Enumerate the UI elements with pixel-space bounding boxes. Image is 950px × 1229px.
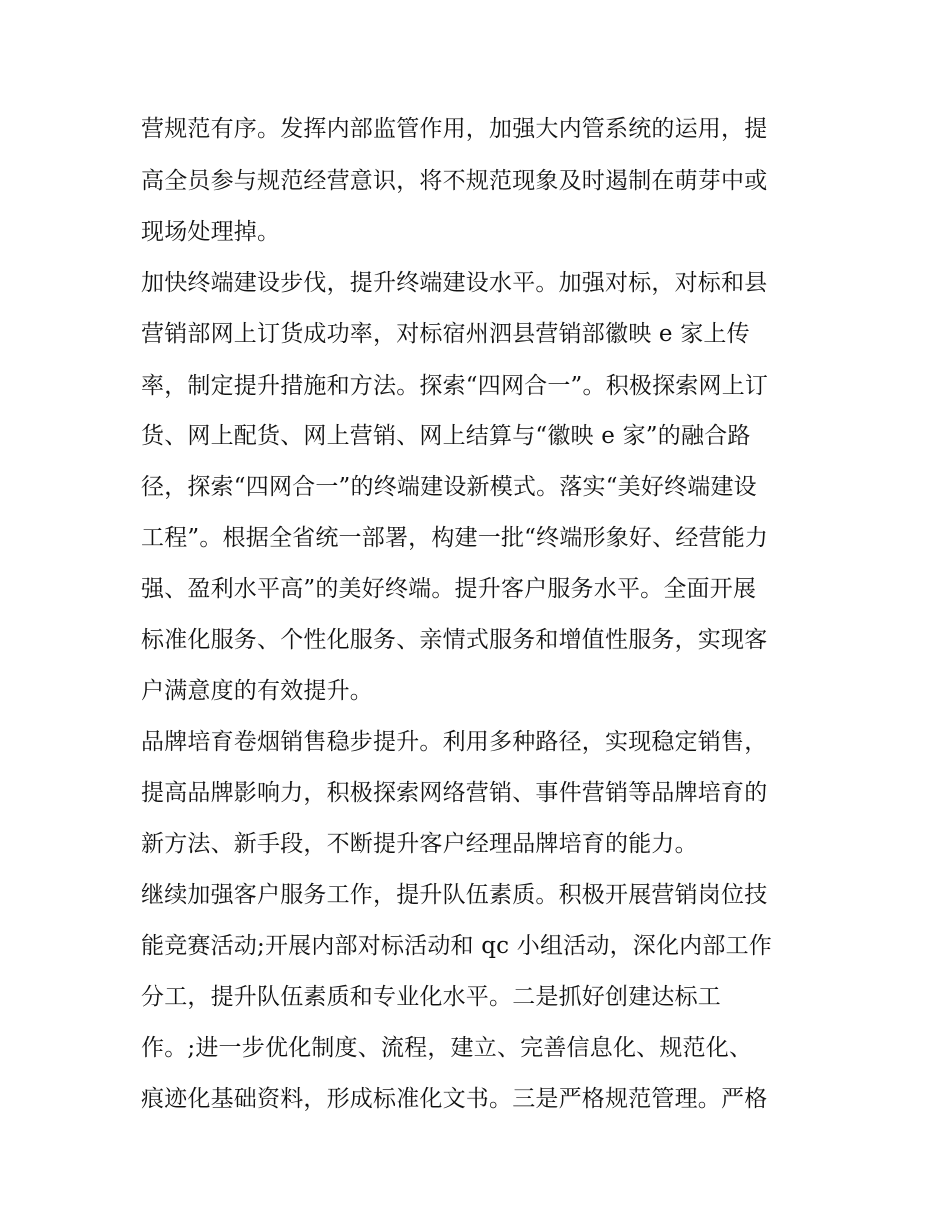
text-line: 新方法、新手段，不断提升客户经理品牌培育的能力。 bbox=[141, 831, 698, 857]
text-line: 加快终端建设步伐，提升终端建设水平。加强对标，对标和县 bbox=[141, 270, 768, 296]
text-line: 高全员参与规范经营意识，将不规范现象及时遏制在萌芽中或 bbox=[141, 168, 768, 194]
text-line: 工程”。根据全省统一部署，构建一批“终端形象好、经营能力 bbox=[141, 525, 769, 551]
text-line: 能竞赛活动;开展内部对标活动和 qc 小组活动，深化内部工作 bbox=[141, 933, 772, 959]
text-line: 率，制定提升措施和方法。探索“四网合一”。积极探索网上订 bbox=[141, 373, 769, 399]
text-line: 分工，提升队伍素质和专业化水平。二是抓好创建达标工 bbox=[141, 984, 721, 1010]
text-line: 标准化服务、个性化服务、亲情式服务和增值性服务，实现客 bbox=[141, 627, 768, 653]
text-line: 径，探索“四网合一”的终端建设新模式。落实“美好终端建设 bbox=[141, 474, 757, 500]
text-line: 强、盈利水平高”的美好终端。提升客户服务水平。全面开展 bbox=[141, 576, 757, 602]
text-line: 现场处理掉。 bbox=[141, 219, 281, 245]
text-line: 货、网上配货、网上营销、网上结算与“徽映 e 家”的融合路 bbox=[141, 423, 751, 449]
text-line: 营规范有序。发挥内部监管作用，加强大内管系统的运用，提 bbox=[141, 116, 768, 142]
text-line: 户满意度的有效提升。 bbox=[141, 678, 373, 704]
text-line: 继续加强客户服务工作，提升队伍素质。积极开展营销岗位技 bbox=[141, 882, 768, 908]
text-line: 痕迹化基础资料，形成标准化文书。三是严格规范管理。严格 bbox=[141, 1086, 768, 1112]
text-line: 提高品牌影响力，积极探索网络营销、事件营销等品牌培育的 bbox=[141, 780, 768, 806]
text-line: 营销部网上订货成功率，对标宿州泗县营销部徽映 e 家上传 bbox=[141, 321, 750, 347]
text-line: 作。;进一步优化制度、流程，建立、完善信息化、规范化、 bbox=[141, 1035, 753, 1061]
text-line: 品牌培育卷烟销售稳步提升。利用多种路径，实现稳定销售， bbox=[141, 729, 768, 755]
